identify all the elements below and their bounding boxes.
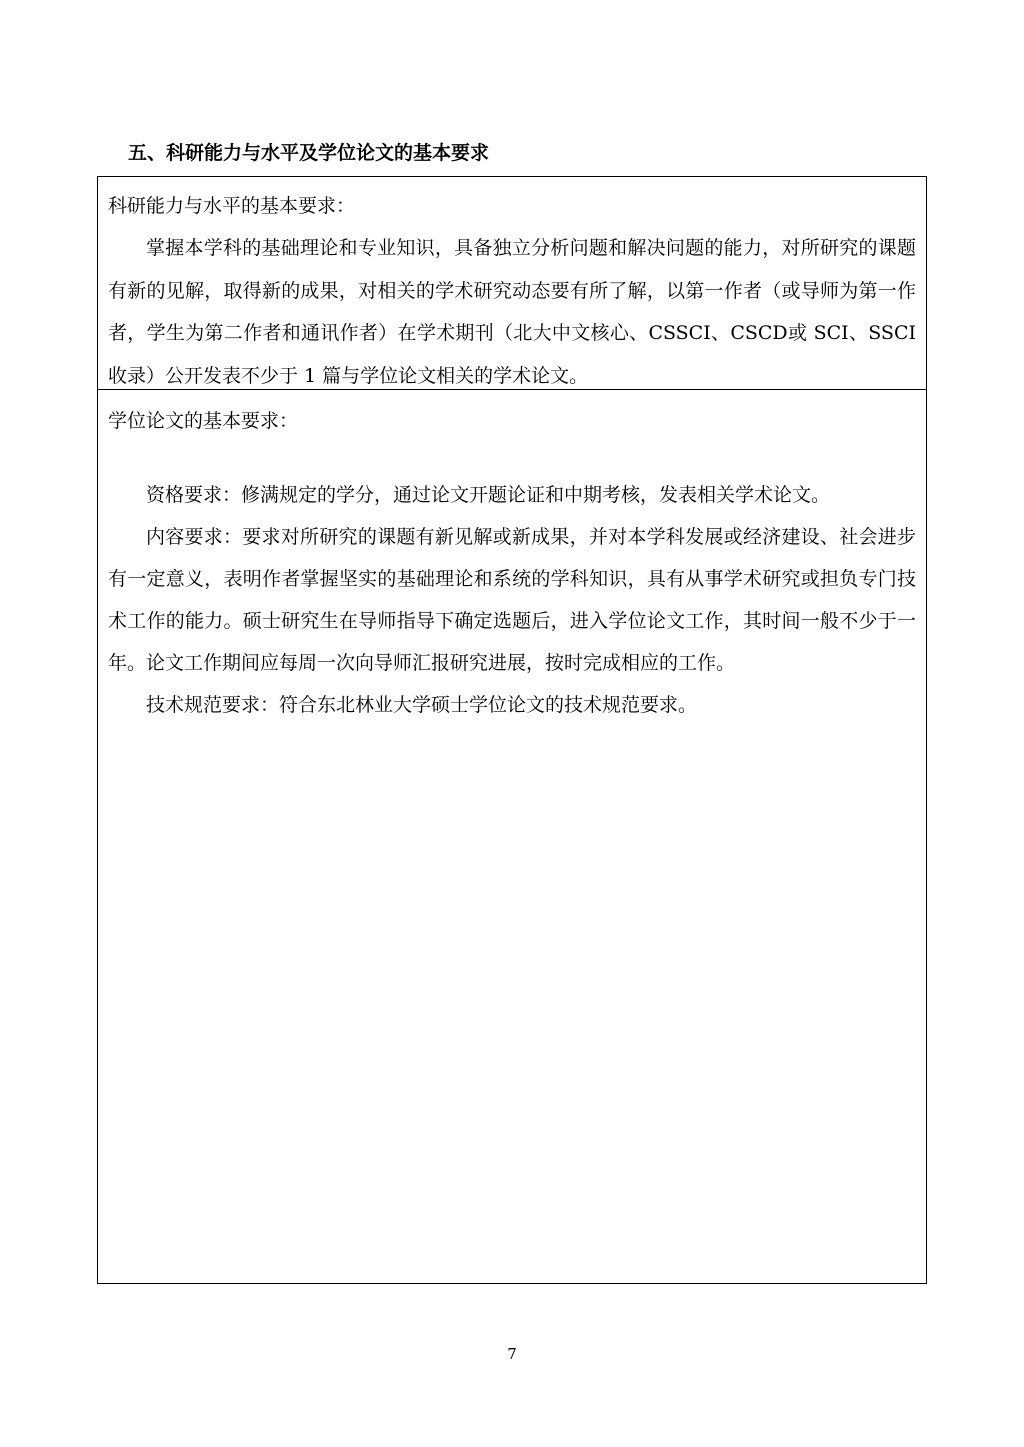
section-heading: 五、科研能力与水平及学位论文的基本要求	[128, 142, 490, 164]
qualification-requirements-paragraph: 资格要求：修满规定的学分，通过论文开题论证和中期考核，发表相关学术论文。	[146, 484, 831, 506]
research-requirements-label: 科研能力与水平的基本要求：	[108, 195, 356, 217]
research-requirements-cell	[98, 177, 926, 390]
spacer	[108, 434, 916, 474]
page-number: 7	[507, 1345, 517, 1363]
thesis-requirements-cell	[98, 390, 926, 1283]
technical-requirements-paragraph: 技术规范要求：符合东北林业大学硕士学位论文的技术规范要求。	[146, 694, 698, 716]
requirements-table	[97, 176, 927, 1284]
thesis-requirements-label: 学位论文的基本要求：	[108, 410, 299, 432]
research-requirements-paragraph: 掌握本学科的基础理论和专业知识，具备独立分析问题和解决问题的能力，对所研究的课题有新的见解，取得新的成果，对相关的学术研究动态要有所了解，以第一作者（或导师为第一作者，学生为第二作者和通讯作者）在学术期刊（北大中文核心、CSSCI、CSCD或 SCI、SSCI 收录）公开发表不少于 1 篇与学位论文相关的学术论文。	[108, 237, 916, 387]
content-requirements-paragraph: 内容要求：要求对所研究的课题有新见解或新成果，并对本学科发展或经济建设、社会进步有一定意义，表明作者掌握坚实的基础理论和系统的学科知识，具有从事学术研究或担负专门技术工作的能力。硕士研究生在导师指导下确定选题后，进入学位论文工作，其时间一般不少于一年。论文工作期间应每周一次向导师汇报研究进展，按时完成相应的工作。	[108, 526, 916, 674]
